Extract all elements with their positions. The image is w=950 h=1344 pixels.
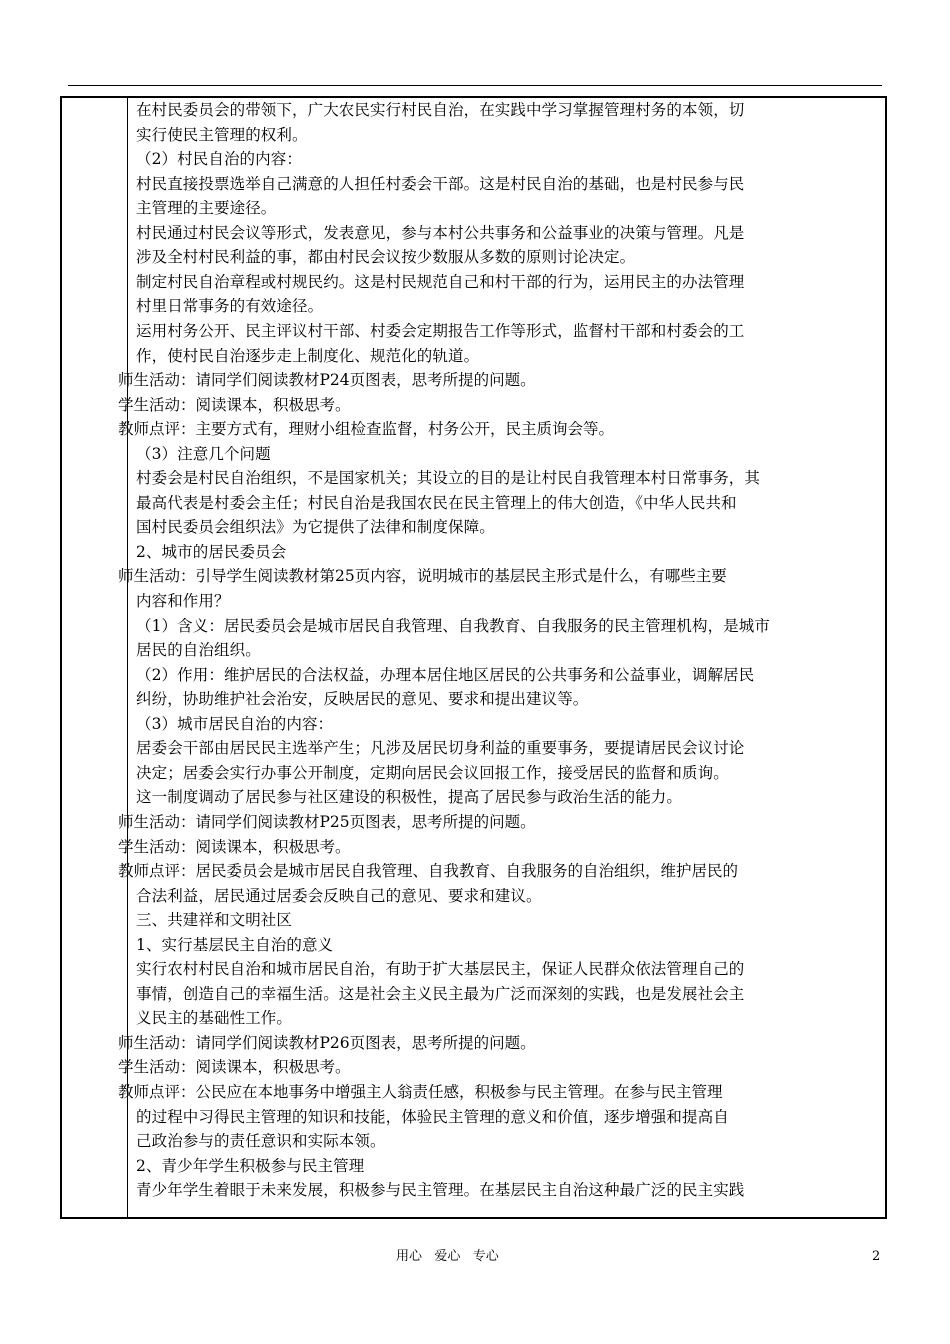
page-number: 2 <box>872 1249 881 1264</box>
content-line: 村民直接投票选举自己满意的人担任村委会干部。这是村民自治的基础，也是村民参与民 <box>136 174 745 193</box>
content-line: 青少年学生着眼于未来发展，积极参与民主管理。在基层民主自治这种最广泛的民主实践 <box>136 1181 745 1200</box>
role-label: 师生活动：请同学们阅读教材P24页图表，思考所提的问题。 <box>118 371 536 390</box>
content-line: 合法利益，居民通过居委会反映自己的意见、要求和建议。 <box>136 886 542 905</box>
content-line: 的过程中习得民主管理的知识和技能，体验民主管理的意义和价值，逐步增强和提高自 <box>136 1107 729 1126</box>
role-label: 学生活动：阅读课本，积极思考。 <box>118 395 351 414</box>
content-line: （3）城市居民自治的内容： <box>136 714 334 733</box>
content-line: 在村民委员会的带领下，广大农民实行村民自治，在实践中学习掌握管理村务的本领，切 <box>136 101 745 119</box>
content-line: 国村民委员会组织法》为它提供了法律和制度保障。 <box>136 518 495 537</box>
role-label: 师生活动：请同学们阅读教材P26页图表，思考所提的问题。 <box>118 1033 536 1052</box>
content-line: 事情，创造自己的幸福生活。这是社会主义民主最为广泛而深刻的实践，也是发展社会主 <box>136 984 745 1003</box>
content-line: 实行农村村民自治和城市居民自治，有助于扩大基层民主，保证人民群众依法管理自己的 <box>136 960 745 979</box>
footer-motto: 用心 爱心 专心 <box>396 1249 499 1264</box>
role-label: 学生活动：阅读课本，积极思考。 <box>118 1058 351 1077</box>
content-line: 主管理的主要途径。 <box>136 199 277 218</box>
content-line: 纠纷，协助维护社会治安，反映居民的意见、要求和提出建议等。 <box>136 690 589 709</box>
content-line: 制定村民自治章程或村规民约。这是村民规范自己和村干部的行为，运用民主的办法管理 <box>136 272 745 291</box>
content-line: （2）村民自治的内容： <box>136 150 302 169</box>
content-line: 村里日常事务的有效途径。 <box>136 297 324 316</box>
content-line: （3）注意几个问题 <box>136 444 271 463</box>
role-label: 教师点评：居民委员会是城市居民自我管理、自我教育、自我服务的自治组织，维护居民的 <box>118 862 739 881</box>
content-line: 运用村务公开、民主评议村干部、村委会定期报告工作等形式，监督村干部和村委会的工 <box>136 321 745 340</box>
content-line: 义民主的基础性工作。 <box>136 1009 293 1028</box>
role-label: 教师点评：公民应在本地事务中增强主人翁责任感，积极参与民主管理。在参与民主管理 <box>118 1083 723 1101</box>
content-line: （1）含义：居民委员会是城市居民自我管理、自我教育、自我服务的民主管理机构，是城市 <box>136 616 770 635</box>
role-label: 师生活动：请同学们阅读教材P25页图表，思考所提的问题。 <box>118 812 536 831</box>
content-line: （2）作用：维护居民的合法权益，办理本居住地区居民的公共事务和公益事业，调解居民 <box>136 665 755 684</box>
content-line: 2、青少年学生积极参与民主管理 <box>136 1156 365 1175</box>
role-label: 学生活动：阅读课本，积极思考。 <box>118 837 351 856</box>
role-label: 师生活动：引导学生阅读教材第25页内容，说明城市的基层民主形式是什么，有哪些主要 <box>118 567 727 586</box>
content-line: 作，使村民自治逐步走上制度化、规范化的轨道。 <box>136 346 480 365</box>
content-line: 这一制度调动了居民参与社区建设的积极性，提高了居民参与政治生活的能力。 <box>136 788 683 807</box>
content-line: 村委会是村民自治组织，不是国家机关；其设立的目的是让村民自我管理本村日常事务，其 <box>136 469 761 488</box>
header-rule <box>68 85 882 86</box>
content-line: 己政治参与的责任意识和实际本领。 <box>136 1132 386 1151</box>
content-line: 2、城市的居民委员会 <box>136 542 287 561</box>
content-line: 1、实行基层民主自治的意义 <box>136 935 334 954</box>
role-label: 教师点评：主要方式有，理财小组检查监督，村务公开，民主质询会等。 <box>118 420 615 439</box>
content-line: 村民通过村民会议等形式，发表意见，参与本村公共事务和公益事业的决策与管理。凡是 <box>136 223 745 242</box>
content-line: 居民的自治组织。 <box>136 641 261 660</box>
content-line: 最高代表是村委会主任；村民自治是我国农民在民主管理上的伟大创造，《中华人民共和 <box>136 493 737 512</box>
content-line: 内容和作用？ <box>136 592 230 610</box>
content-line: 三、共建祥和文明社区 <box>136 911 293 930</box>
content-line: 居委会干部由居民民主选举产生；凡涉及居民切身利益的重要事务，要提请居民会议讨论 <box>136 739 745 758</box>
content-line: 涉及全村村民利益的事，都由村民会议按少数服从多数的原则讨论决定。 <box>136 248 636 267</box>
content-line: 实行使民主管理的权利。 <box>136 125 308 144</box>
content-line: 决定；居委会实行办事公开制度，定期向居民会议回报工作，接受居民的监督和质询。 <box>136 763 729 782</box>
